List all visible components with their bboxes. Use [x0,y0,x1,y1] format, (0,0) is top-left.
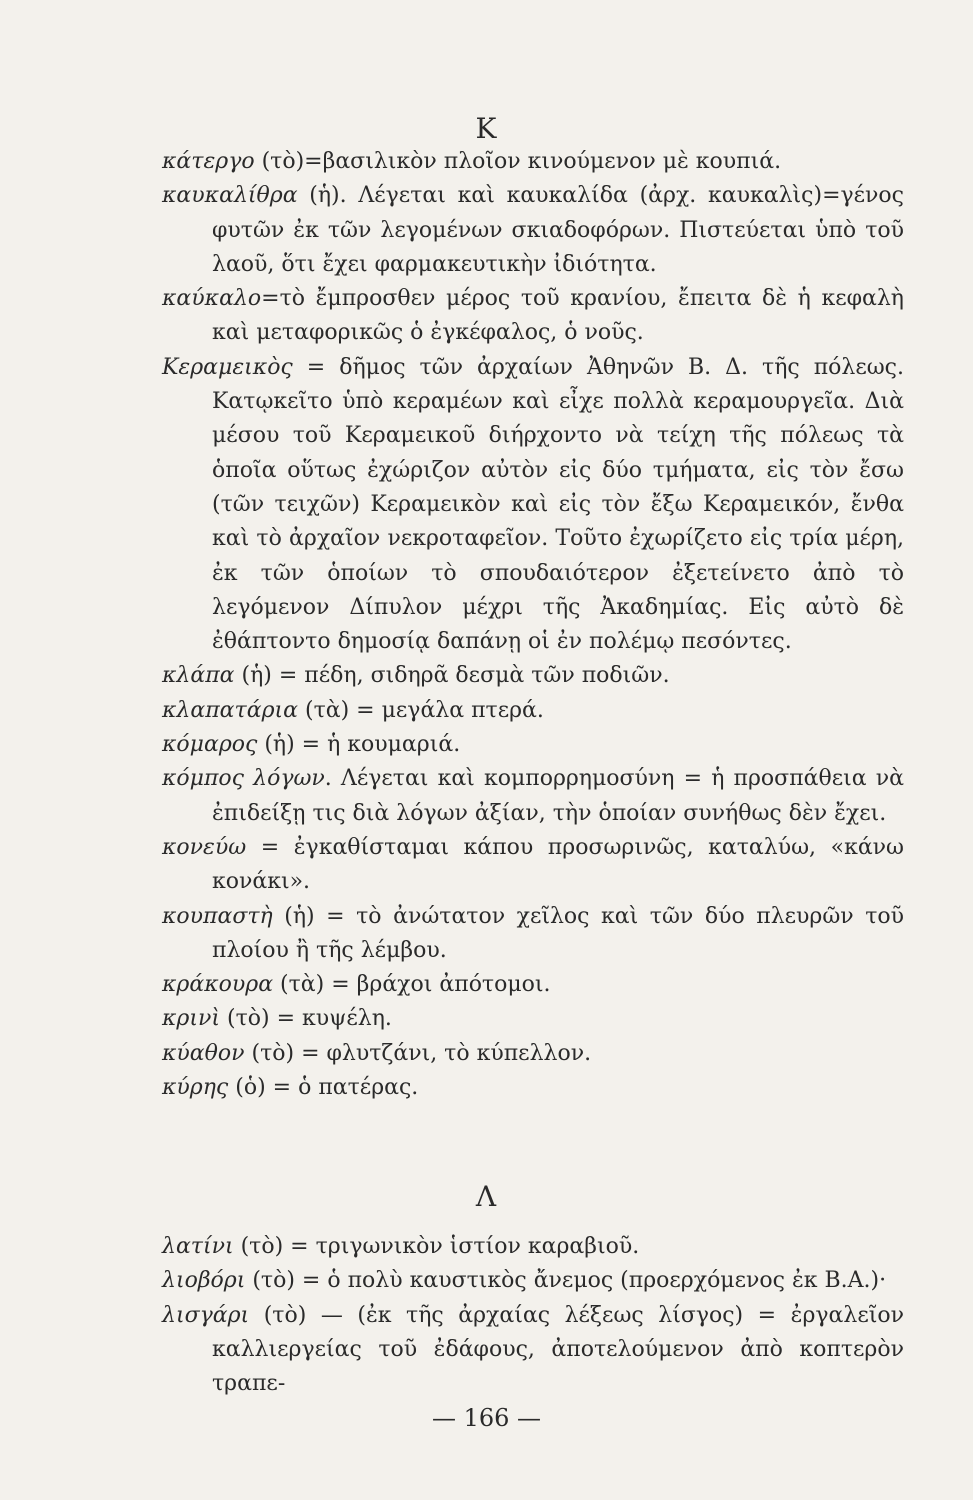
definition: (ἡ) = τὸ ἀνώτατον χεῖλος καὶ τῶν δύο πλευρῶν τοῦ πλοίου ἢ τῆς λέμβου. [212,903,904,963]
entry [162,1299,904,1402]
entry [162,659,904,693]
entry [162,1037,904,1071]
definition: (ἡ). Λέγεται καὶ καυκαλίδα (ἀρχ. καυκαλὶς)=γένος φυτῶν ἐκ τῶν λεγομένων σκιαδοφόρων. Πιστεύεται ὑπὸ τοῦ λαοῦ, ὅτι ἔχει φαρμακευτικὴν ἰδιότητα. [212,183,904,277]
entry [162,282,904,351]
entry [162,762,904,831]
entry [162,1002,904,1036]
entries-k [162,145,904,1105]
entry [162,1071,904,1105]
definition: (τὸ) — (ἐκ τῆς ἀρχαίας λέξεως λίσγος) = ἐργαλεῖον καλλιεργείας τοῦ ἐδάφους, ἀποτελούμενον ἀπὸ κοπτερὸν τραπε- [212,1302,904,1397]
definition: (ἡ) = ἡ κουμαριά. [257,732,461,758]
headword: Κεραμεικὸς [162,354,293,380]
definition: (τὸ)=βασιλικὸν πλοῖον κινούμενον μὲ κουπιά. [254,149,782,174]
entry [162,694,904,728]
definition: . Λέγεται καὶ κομπορρημοσύνη = ἡ προσπάθεια νὰ ἐπιδείξῃ τις διὰ λόγων ἀξίαν, τὴν ὁποίαν συνήθως δὲν ἔχει. [212,766,904,826]
headword: καύκαλο [162,286,262,312]
headword: κάτεργο [162,149,255,174]
definition: (ἡ) = πέδη, σιδηρᾶ δεσμὰ τῶν ποδιῶν. [234,663,670,689]
definition: =τὸ ἔμπροσθεν μέρος τοῦ κρανίου, ἔπειτα δὲ ἡ κεφαλὴ καὶ μεταφορικῶς ὁ ἐγκέφαλος, ὁ νοῦς. [212,286,904,346]
section-heading-k: K [475,112,498,145]
headword: κόμπος λόγων [162,766,325,792]
headword: κονεύω [162,834,247,860]
headword: κλαπατάρια [162,697,298,723]
definition: (ὁ) = ὁ πατέρας. [228,1075,419,1101]
headword: κλάπα [162,663,235,689]
entry [162,1264,904,1298]
headword: κουπαστὴ [162,903,273,929]
headword: κράκουρα [162,972,274,998]
headword: κύαθον [162,1040,245,1066]
page-number: — 166 — [431,1404,542,1432]
entries-l [162,1230,904,1401]
headword: κύρης [162,1075,229,1101]
definition: (τὸ) = ὁ πολὺ καυστικὸς ἄνεμος (προερχόμενος ἐκ Β.Α.)· [245,1268,887,1294]
entry [162,351,904,660]
entry [162,1230,904,1264]
definition: = δῆμος τῶν ἀρχαίων Ἀθηνῶν Β. Δ. τῆς πόλεως. Κατῳκεῖτο ὑπὸ κεραμέων καὶ εἶχε πολλὰ κεραμουργεῖα. Διὰ μέσου τοῦ Κεραμεικοῦ διήρχοντο νὰ τείχη τῆς πόλεως τὰ ὁποῖα οὕτως ἐχώριζον αὐτὸν εἰς δύο τμήματα, εἰς τὸν ἔσω (τῶν τειχῶν) Κεραμεικὸν καὶ εἰς τὸν ἔξω Κεραμεικόν, ἔνθα καὶ τὸ ἀρχαῖον νεκροταφεῖον. Τοῦτο ἐχωρίζετο εἰς τρία μέρη, ἐκ τῶν ὁποίων τὸ σπουδαιότερον ἐξετείνετο ἀπὸ τὸ λεγόμενον Δίπυλον μέχρι τῆς Ἀκαδημίας. Εἰς αὐτὸ δὲ ἐθάπτοντο δημοσίᾳ δαπάνῃ οἱ ἐν πολέμῳ πεσόντες. [212,354,904,655]
definition: (τὸ) = κυψέλη. [220,1006,392,1032]
entry [162,900,904,969]
headword: κόμαρος [162,732,258,758]
definition: (τὸ) = φλυτζάνι, τὸ κύπελλον. [244,1040,592,1066]
entry [162,831,904,900]
headword: λατίνι [162,1234,234,1259]
headword: καυκαλίθρα [162,183,298,209]
definition: = ἐγκαθίσταμαι κάπου προσωρινῶς, καταλύω, «κάνω κονάκι». [212,834,904,895]
entry [162,145,904,179]
definition: (τὸ) = τριγωνικὸν ἱστίον καραβιοῦ. [233,1234,640,1259]
entry [162,968,904,1002]
headword: λιοβόρι [162,1268,246,1294]
headword: λισγάρι [162,1302,250,1328]
entry [162,179,904,282]
definition: (τὰ) = μεγάλα πτερά. [298,697,544,723]
definition: (τὰ) = βράχοι ἀπότομοι. [273,972,551,998]
headword: κρινὶ [162,1006,220,1032]
entry [162,728,904,762]
section-heading-l: Λ [475,1180,498,1213]
